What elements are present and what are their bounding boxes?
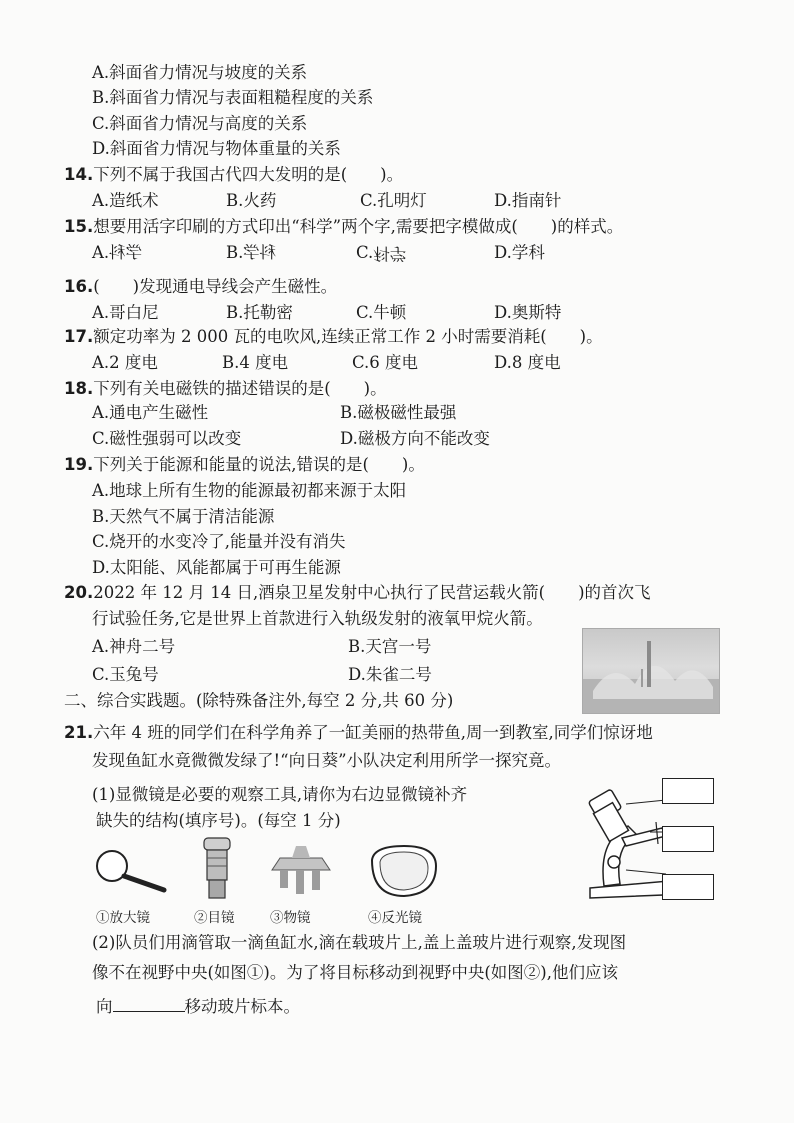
q20-option-c: C.玉兔号: [92, 665, 159, 684]
q18-option-d: D.磁极方向不能改变: [340, 429, 490, 448]
q21-part2-line3: [96, 996, 300, 1018]
q17-option-b: B.4 度电: [222, 353, 289, 372]
q17-option-a: A.2 度电: [92, 353, 158, 372]
question-20: [64, 582, 651, 604]
question-text: 下列关于能源和能量的说法,错误的是( )。: [93, 455, 425, 474]
q21-part2-line1: (2)队员们用滴管取一滴鱼缸水,滴在载玻片上,盖上盖玻片进行观察,发现图: [92, 933, 627, 952]
q14-option-b: B.火药: [226, 191, 277, 210]
answer-box-1[interactable]: [662, 778, 714, 804]
q21-part2-line2: 像不在视野中央(如图①)。为了将目标移动到视野中央(如图②),他们应该: [92, 963, 618, 982]
question-18: [64, 378, 387, 400]
figure-label-eyepiece: ②目镜: [194, 910, 235, 926]
q15-option-c: C.科学: [356, 243, 407, 263]
question-number: 15.: [64, 217, 94, 236]
section-2-heading: 二、综合实践题。(除特殊备注外,每空 2 分,共 60 分): [64, 691, 454, 710]
question-text: ( )发现通电导线会产生磁性。: [93, 277, 338, 296]
q16-option-d: D.奥斯特: [494, 303, 562, 322]
question-21-cont: 发现鱼缸水竟微微发绿了!“向日葵”小队决定利用所学一探究竟。: [92, 751, 562, 770]
q13-option-b: B.斜面省力情况与表面粗糙程度的关系: [92, 88, 374, 107]
question-text: 下列有关电磁铁的描述错误的是( )。: [93, 379, 387, 398]
question-text: 额定功率为 2 000 瓦的电吹风,连续正常工作 2 小时需要消耗( )。: [93, 327, 603, 346]
q18-option-c: C.磁性强弱可以改变: [92, 429, 242, 448]
question-number: 21.: [64, 723, 94, 742]
figure-label-objective: ③物镜: [270, 910, 311, 926]
q14-option-d: D.指南针: [494, 191, 562, 210]
direction-prefix: 向: [96, 997, 113, 1016]
q16-option-a: A.哥白尼: [92, 303, 159, 322]
q15-option-d: D.学科: [494, 243, 545, 262]
question-19: [64, 454, 425, 476]
q14-option-c: C.孔明灯: [360, 191, 427, 210]
objective-lens-icon: [266, 842, 336, 898]
answer-box-2[interactable]: [662, 826, 714, 852]
question-number: 18.: [64, 379, 94, 398]
q20-option-d: D.朱雀二号: [348, 665, 432, 684]
answer-box-3[interactable]: [662, 874, 714, 900]
q19-option-c: C.烧开的水变冷了,能量并没有消失: [92, 532, 346, 551]
figure-label-mirror: ④反光镜: [368, 910, 422, 926]
q20-option-b: B.天宫一号: [348, 637, 432, 656]
q19-option-b: B.天然气不属于清洁能源: [92, 507, 275, 526]
question-number: 16.: [64, 277, 94, 296]
question-text: 想要用活字印刷的方式印出“科学”两个字,需要把字模做成( )的样式。: [93, 217, 624, 236]
q13-option-a: A.斜面省力情况与坡度的关系: [92, 63, 308, 82]
answer-blank[interactable]: [113, 997, 185, 1012]
q21-part1-line2: 缺失的结构(填序号)。(每空 1 分): [96, 811, 341, 830]
q13-option-d: D.斜面省力情况与物体重量的关系: [92, 139, 341, 158]
q16-option-b: B.托勒密: [226, 303, 293, 322]
q18-option-b: B.磁极磁性最强: [340, 403, 457, 422]
eyepiece-icon: [198, 836, 238, 902]
mirror-icon: [366, 840, 442, 902]
question-text: 六年 4 班的同学们在科学角养了一缸美丽的热带鱼,周一到教室,同学们惊讶地: [93, 723, 653, 742]
q19-option-d: D.太阳能、风能都属于可再生能源: [92, 558, 341, 577]
question-text: 2022 年 12 月 14 日,酒泉卫星发射中心执行了民营运载火箭( )的首次飞: [93, 583, 651, 602]
q19-option-a: A.地球上所有生物的能源最初都来源于太阳: [92, 481, 407, 500]
question-20-cont: 行试验任务,它是世界上首款进行入轨级发射的液氧甲烷火箭。: [92, 609, 543, 628]
question-16: [64, 276, 337, 298]
q16-option-c: C.牛顿: [356, 303, 407, 322]
question-14: [64, 164, 403, 186]
question-number: 17.: [64, 327, 94, 346]
q13-option-c: C.斜面省力情况与高度的关系: [92, 114, 308, 133]
question-21: [64, 722, 653, 744]
question-number: 20.: [64, 583, 94, 602]
q14-option-a: A.造纸术: [92, 191, 159, 210]
question-text: 下列不属于我国古代四大发明的是( )。: [93, 165, 404, 184]
figure-label-magnifier: ①放大镜: [96, 910, 150, 926]
q21-part1-line1: (1)显微镜是必要的观察工具,请你为右边显微镜补齐: [92, 785, 468, 804]
q17-option-d: D.8 度电: [494, 353, 561, 372]
magnifier-icon: [88, 846, 174, 896]
rocket-launch-photo: [582, 628, 720, 714]
question-number: 19.: [64, 455, 94, 474]
q18-option-a: A.通电产生磁性: [92, 403, 209, 422]
question-15: [64, 216, 623, 238]
q15-option-b: B.科学: [226, 243, 277, 262]
q20-option-a: A.神舟二号: [92, 637, 176, 656]
question-number: 14.: [64, 165, 94, 184]
q17-option-c: C.6 度电: [352, 353, 419, 372]
direction-suffix: 移动玻片标本。: [184, 997, 300, 1016]
question-17: [64, 326, 603, 348]
q15-option-a: A.学科: [92, 243, 143, 262]
